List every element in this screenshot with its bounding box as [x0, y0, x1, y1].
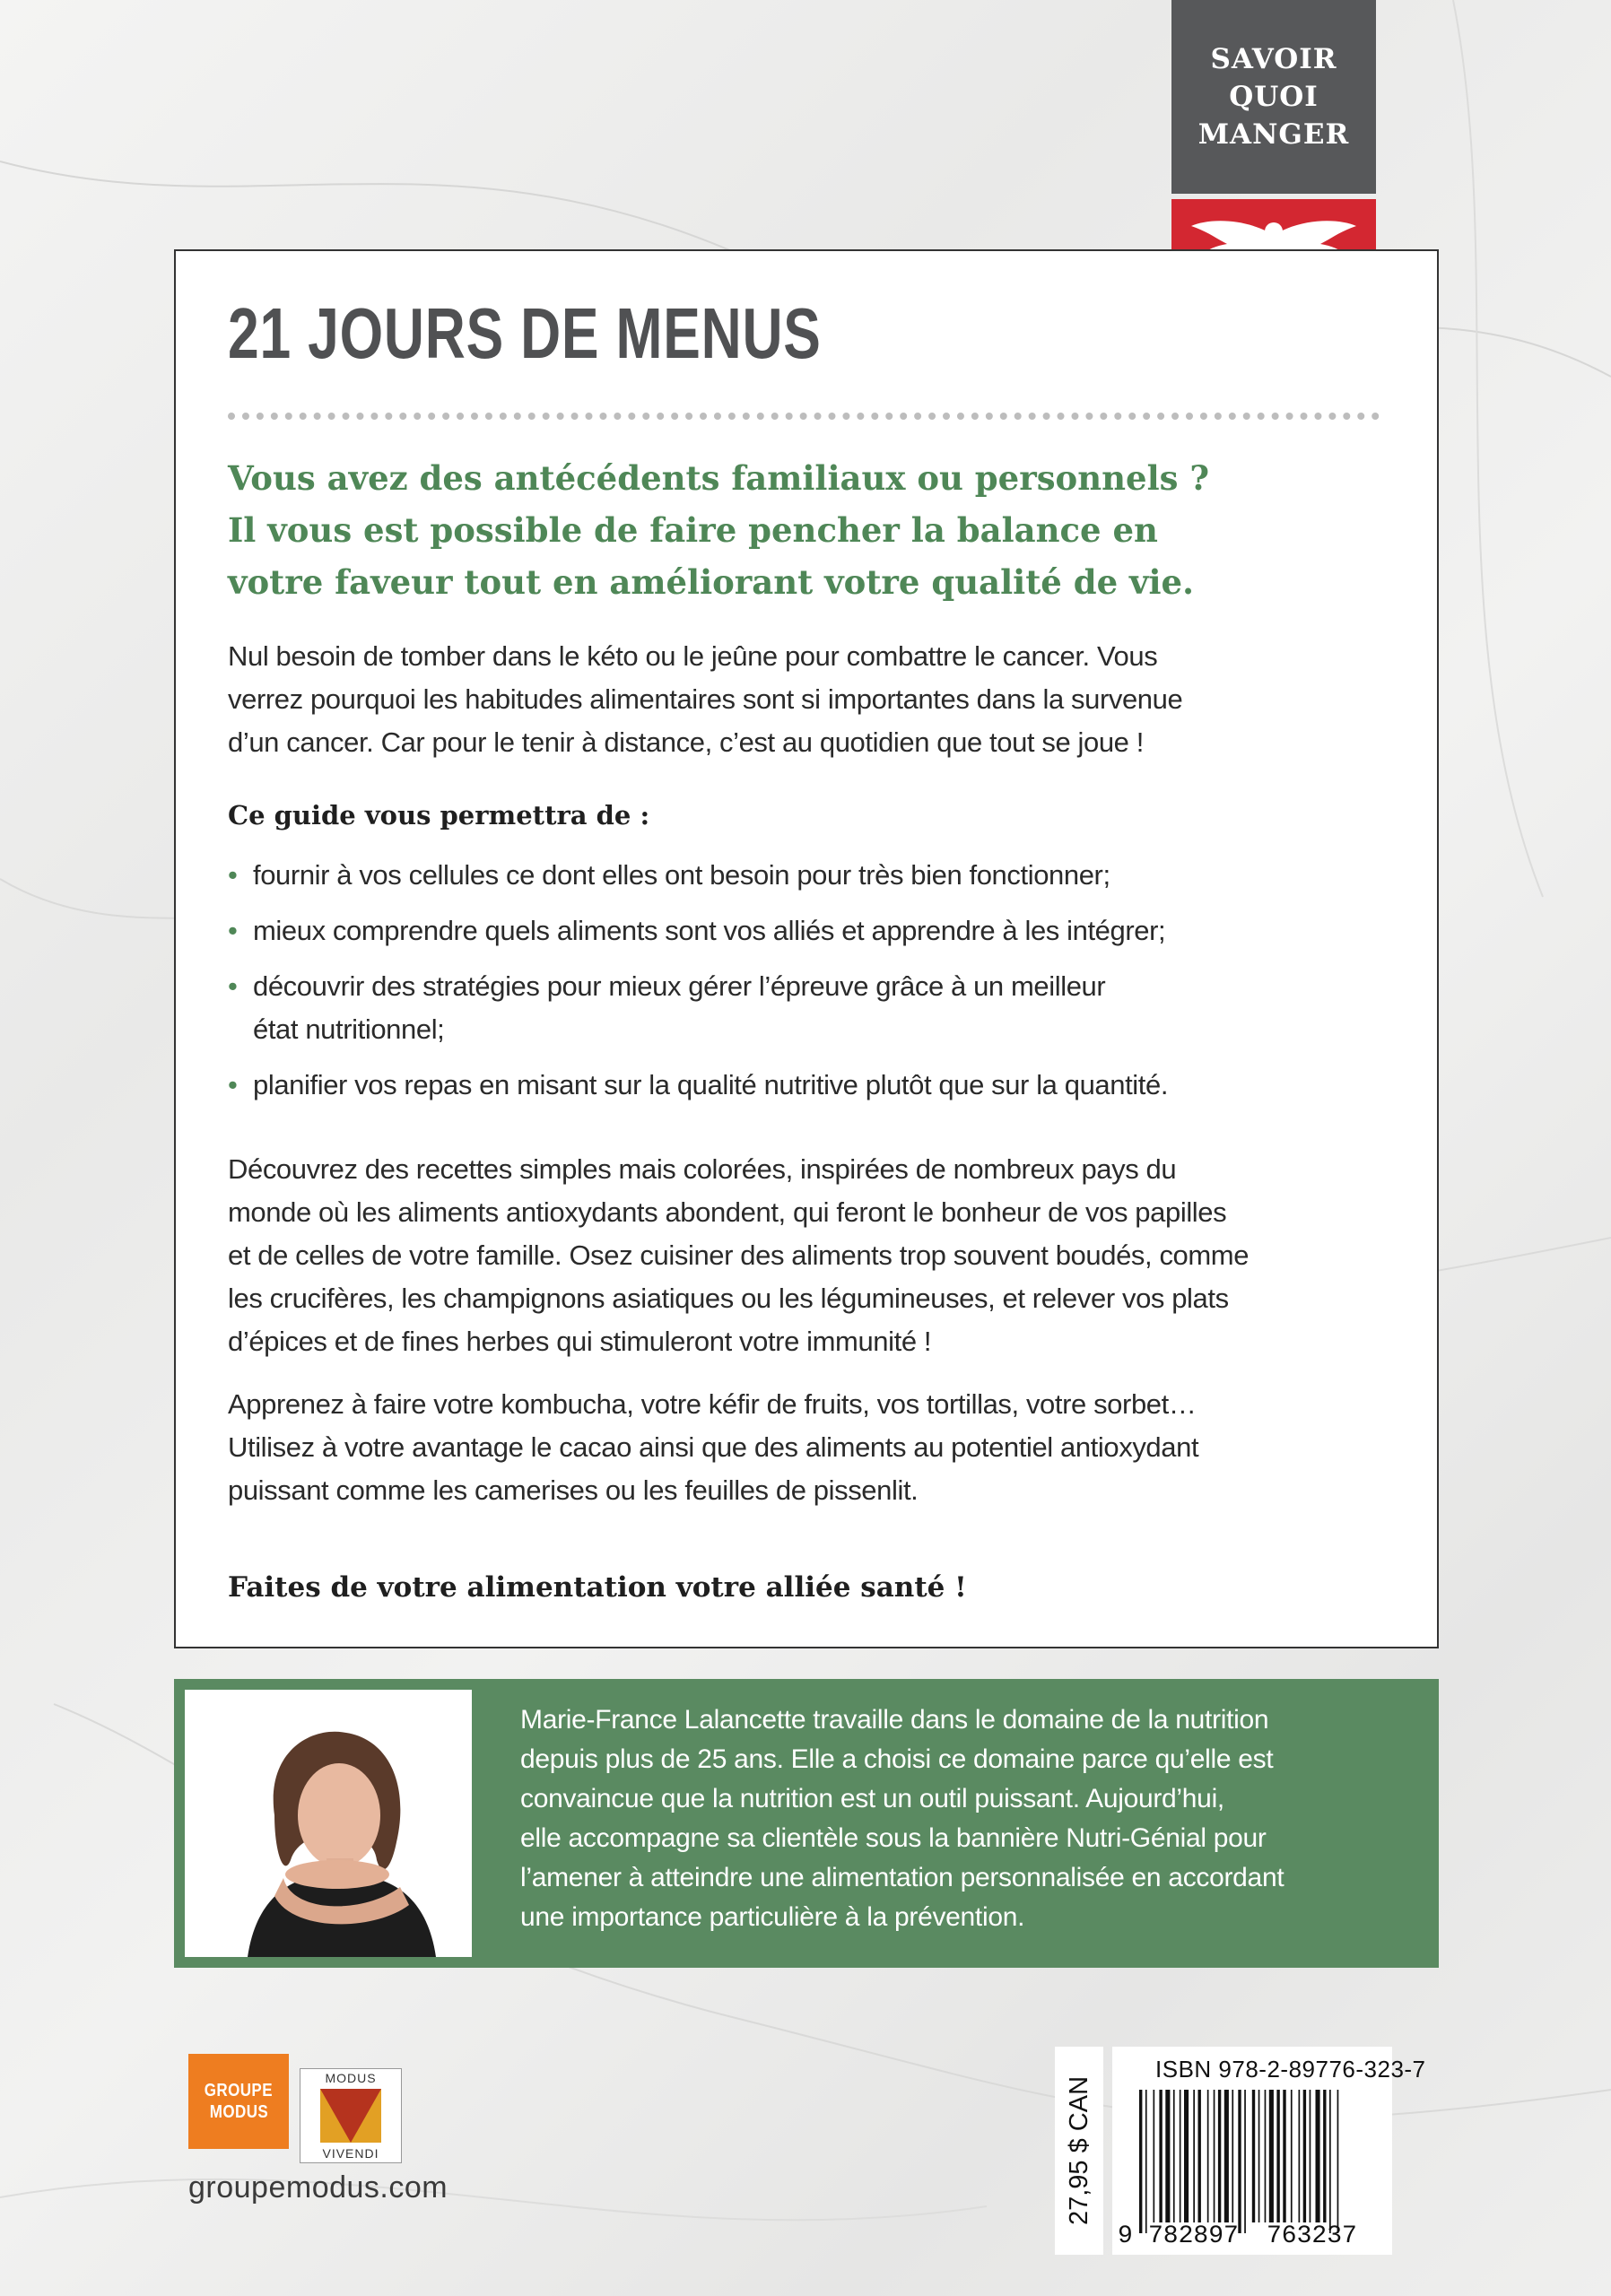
lead-line: Il vous est possible de faire pencher la balance en	[228, 510, 1158, 550]
bio-line: elle accompagne sa clientèle sous la bannière Nutri-Génial pour	[520, 1823, 1267, 1853]
bio-line: une importance particulière à la prévention.	[520, 1902, 1025, 1932]
kombucha-paragraph	[228, 1383, 1403, 1512]
paragraph-line: et de celles de votre famille. Osez cuisiner des aliments trop souvent boudés, comme	[228, 1239, 1250, 1271]
barcode	[1112, 2047, 1426, 2255]
barcode-digits	[1112, 2222, 1392, 2253]
paragraph-line: d’épices et de fines herbes qui stimuleront votre immunité !	[228, 1326, 932, 1357]
description-panel	[174, 249, 1439, 1648]
publisher-website: groupemodus.com	[188, 2170, 448, 2205]
list-item-text: fournir à vos cellules ce dont elles ont besoin pour très bien fonctionner;	[253, 859, 1110, 891]
closing-statement: Faites de votre alimentation votre alliée santé !	[228, 1571, 967, 1604]
bio-line: Marie-France Lalancette travaille dans le domaine de la nutrition	[520, 1705, 1269, 1735]
bio-line: depuis plus de 25 ans. Elle a choisi ce domaine parce qu’elle est	[520, 1744, 1274, 1774]
list-item	[228, 1064, 1412, 1107]
lead-line: Vous avez des antécédents familiaux ou personnels ?	[228, 458, 1210, 498]
paragraph-line: monde où les aliments antioxydants abondent, qui feront le bonheur de vos papilles	[228, 1196, 1227, 1228]
series-badge-label	[1171, 0, 1376, 194]
author-box	[174, 1679, 1439, 1968]
guide-heading: Ce guide vous permettra de :	[228, 800, 650, 831]
paragraph-line: puissant comme les camerises ou les feuilles de pissenlit.	[228, 1474, 919, 1506]
logo-line: GROUPE	[204, 2081, 274, 2100]
modus-vivendi-logo	[300, 2068, 402, 2163]
recipes-paragraph	[228, 1148, 1403, 1363]
paragraph-line: Découvrez des recettes simples mais colorées, inspirées de nombreux pays du	[228, 1153, 1177, 1185]
bullet-icon: •	[228, 970, 238, 1002]
author-photo	[185, 1690, 472, 1957]
imprint-top: MODUS	[325, 2071, 377, 2085]
intro-line: Nul besoin de tomber dans le kéto ou le jeûne pour combattre le cancer. Vous	[228, 640, 1158, 672]
lead-text	[228, 452, 1403, 608]
dotted-divider	[228, 413, 1380, 420]
bullet-icon: •	[228, 1069, 238, 1100]
list-item-text: état nutritionnel;	[253, 1013, 445, 1045]
bio-line: convaincue que la nutrition est un outil puissant. Aujourd’hui,	[520, 1784, 1224, 1813]
lead-line: votre faveur tout en améliorant votre qualité de vie.	[228, 562, 1194, 602]
list-item-text: découvrir des stratégies pour mieux gérer l’épreuve grâce à un meilleur	[253, 970, 1106, 1002]
bio-line: l’amener à atteindre une alimentation personnalisée en accordant	[520, 1863, 1284, 1892]
list-item	[228, 854, 1412, 897]
isbn-label: ISBN 978-2-89776-323-7	[1155, 2056, 1426, 2083]
barcode-digits-left: 782897	[1148, 2222, 1239, 2250]
price-label: 27,95 $ CAN	[1064, 2075, 1093, 2226]
paragraph-line: Utilisez à votre avantage le cacao ainsi que des aliments au potentiel antioxydant	[228, 1431, 1199, 1463]
book-title: 21 JOURS DE MENUS	[228, 293, 822, 373]
series-line: SAVOIR	[1210, 43, 1337, 75]
list-item-text: mieux comprendre quels aliments sont vos alliés et apprendre à les intégrer;	[253, 915, 1166, 946]
imprint-bottom: VIVENDI	[322, 2146, 379, 2161]
intro-paragraph	[228, 635, 1394, 764]
groupe-modus-logo	[188, 2054, 289, 2149]
barcode-digits-right: 763237	[1267, 2222, 1357, 2250]
paragraph-line: Apprenez à faire votre kombucha, votre kéfir de fruits, vos tortillas, votre sorbet…	[228, 1388, 1197, 1420]
series-line: MANGER	[1197, 118, 1350, 151]
list-item	[228, 965, 1412, 1051]
benefits-list	[228, 854, 1412, 1119]
list-item	[228, 909, 1412, 952]
author-bio	[520, 1700, 1412, 1937]
list-item-text: planifier vos repas en misant sur la qualité nutritive plutôt que sur la quantité.	[253, 1069, 1169, 1100]
intro-line: d’un cancer. Car pour le tenir à distance, c’est au quotidien que tout se joue !	[228, 726, 1144, 758]
logo-line: MODUS	[209, 2102, 268, 2122]
series-line: QUOI	[1229, 81, 1319, 113]
intro-line: verrez pourquoi les habitudes alimentaires sont si importantes dans la survenue	[228, 683, 1183, 715]
barcode-digit-lead: 9	[1118, 2222, 1133, 2250]
bullet-icon: •	[228, 915, 238, 946]
paragraph-line: les crucifères, les champignons asiatiques ou les légumineuses, et relever vos plats	[228, 1283, 1229, 1314]
bullet-icon: •	[228, 859, 238, 891]
